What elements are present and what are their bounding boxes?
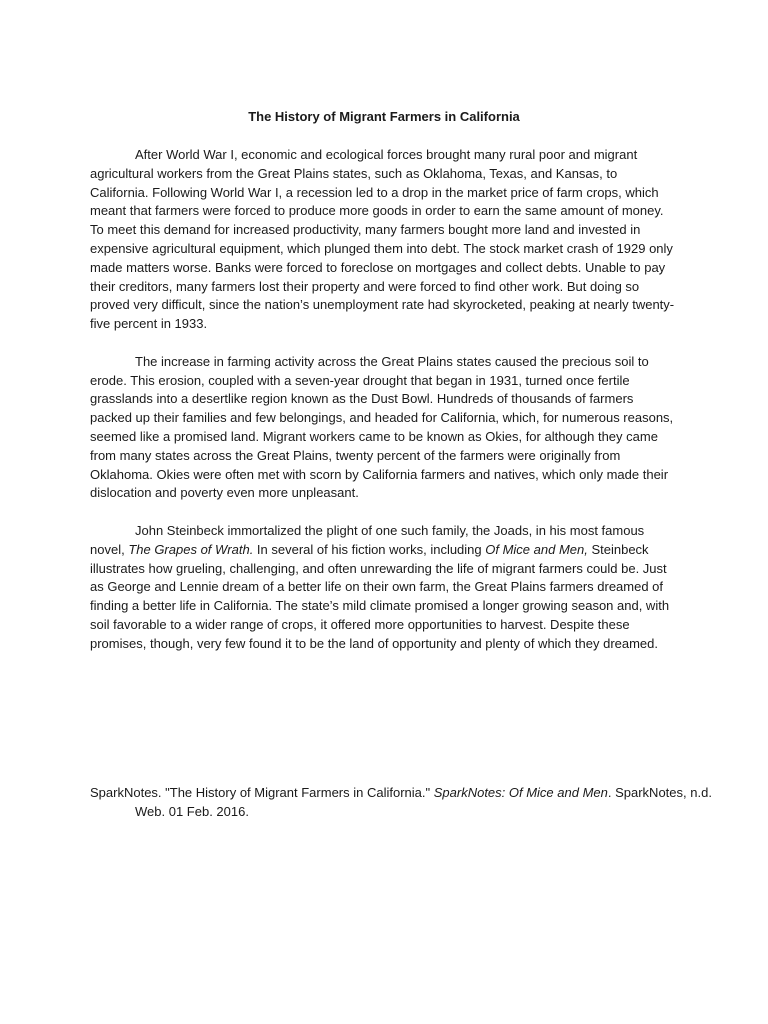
- paragraph-2: The increase in farming activity across the Great Plains states caused the precious soil to erode. This erosion, coupled with a seven-year drought that began in 1931, turned once fertile grasslands into a desertlike region known as the Dust Bowl. Hundreds of thousands of farmers packed up their families and few belongings, and headed for California, which, for numerous reasons, seemed like a promised land. Migrant workers came to be known as Okies, for although they came from many states across the Great Plains, twenty percent of the farmers were originally from Oklahoma. Okies were often met with scorn by California farmers and natives, which only made their dislocation and poverty even more unpleasant.: [90, 353, 674, 501]
- paragraph-3: [90, 522, 678, 654]
- paragraph-3-text-2: In several of his fiction works, including: [253, 541, 486, 557]
- book-title-of-mice-and-men: Of Mice and Men,: [485, 541, 588, 557]
- citation-text-1: SparkNotes. "The History of Migrant Farmers in California.": [90, 785, 434, 800]
- paragraph-1: After World War I, economic and ecological forces brought many rural poor and migrant agricultural workers from the Great Plains states, such as Oklahoma, Texas, and Kansas, to California. Following World War I, a recession led to a drop in the market price of farm crops, which meant that farmers were forced to produce more goods in order to earn the same amount of money. To meet this demand for increased productivity, many farmers bought more land and invested in expensive agricultural equipment, which plunged them into debt. The stock market crash of 1929 only made matters worse. Banks were forced to foreclose on mortgages and collect debts. Unable to pay their creditors, many farmers lost their property and were forced to find other work. But doing so proved very difficult, since the nation’s unemployment rate had skyrocketed, peaking at nearly twenty-five percent in 1933.: [90, 147, 675, 332]
- citation-text-2: . SparkNotes, n.d. Web. 01 Feb. 2016.: [135, 785, 712, 819]
- citation: [90, 783, 723, 821]
- document-body: [90, 146, 678, 672]
- paragraph-3-text-1: John Steinbeck immortalized the plight of one such family, the Joads, in his most famous novel,: [90, 522, 645, 557]
- document-title: The History of Migrant Farmers in California: [248, 109, 520, 124]
- citation-source-title: SparkNotes: Of Mice and Men: [433, 785, 608, 800]
- paragraph-3-text-3: Steinbeck illustrates how grueling, challenging, and often unrewarding the life of migrant farmers could be. Just as George and Lennie dream of a better life on their own farm, the Great Plains farmers dreamed of finding a better life in California. The state’s mild climate promised a longer growing season and, with soil favorable to a wider range of crops, it offered more opportunities to harvest. Despite these promises, though, very few found it to be the land of opportunity and plenty of which they dreamed.: [90, 541, 670, 651]
- book-title-grapes-of-wrath: The Grapes of Wrath.: [128, 541, 254, 557]
